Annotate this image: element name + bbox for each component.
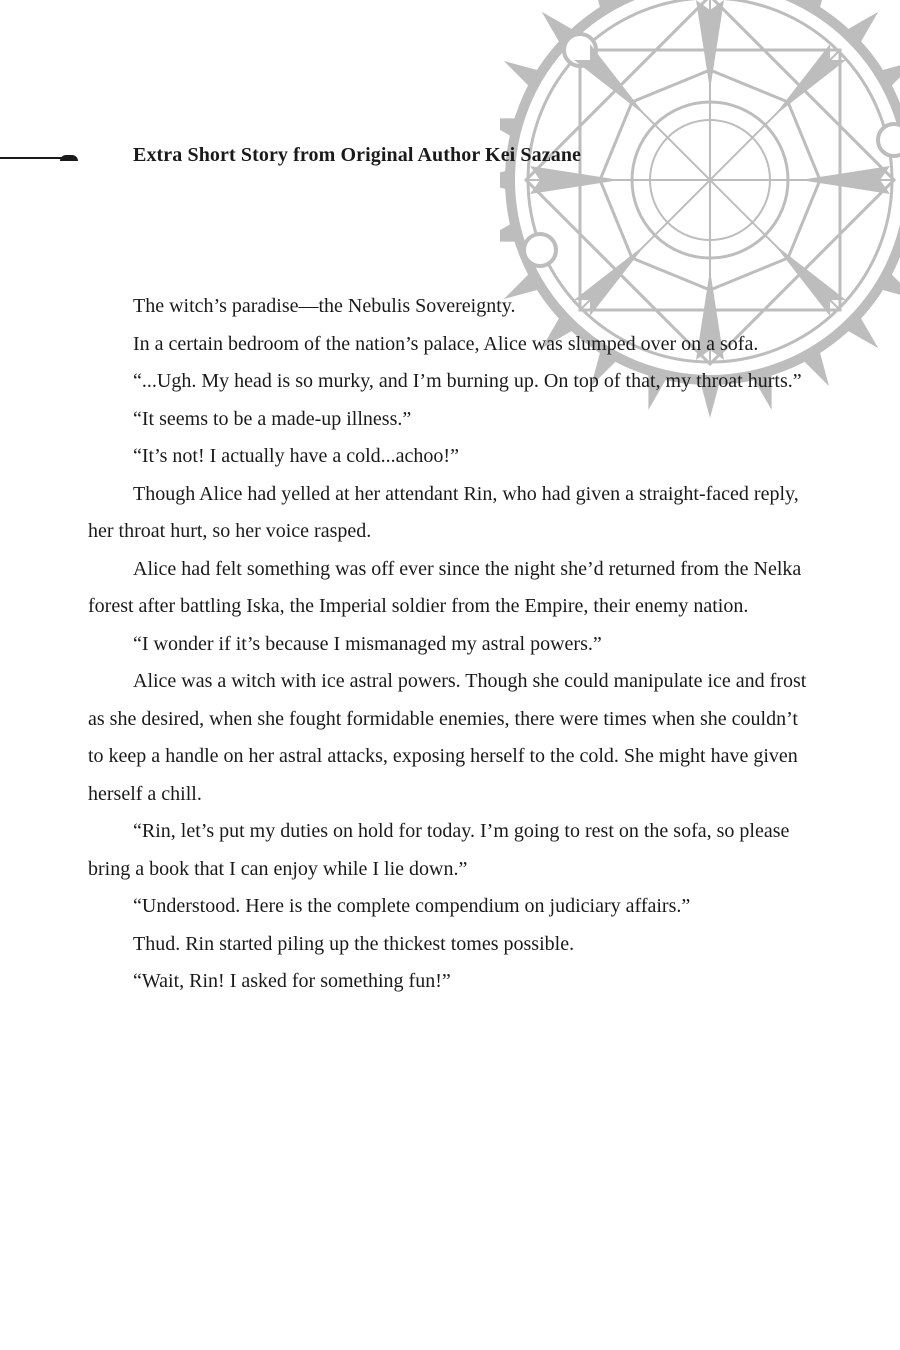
paragraph: “It seems to be a made-up illness.” bbox=[133, 407, 412, 430]
paragraph: The witch’s paradise—the Nebulis Sovereignty. bbox=[133, 295, 516, 317]
paragraph: Alice had felt something was off ever since the night she’d returned from the Nelka forest after battling Iska, the Imperial soldier from the Empire, their enemy nation. bbox=[88, 557, 802, 617]
story-body bbox=[88, 288, 816, 1001]
paragraph: Though Alice had yelled at her attendant Rin, who had given a straight-faced reply, her throat hurt, so her voice rasped. bbox=[88, 482, 799, 542]
paragraph: “...Ugh. My head is so murky, and I’m burning up. On top of that, my throat hurts.” bbox=[133, 370, 802, 392]
paragraph: Thud. Rin started piling up the thickest tomes possible. bbox=[133, 932, 575, 955]
paragraph: “Understood. Here is the complete compendium on judiciary affairs.” bbox=[133, 895, 691, 917]
paragraph: “It’s not! I actually have a cold...achoo!” bbox=[133, 445, 459, 467]
story-title: Extra Short Story from Original Author Kei Sazane bbox=[133, 144, 582, 166]
paragraph: “Rin, let’s put my duties on hold for today. I’m going to rest on the sofa, so please bring a book that I can enjoy while I lie down.” bbox=[88, 820, 790, 880]
paragraph: “Wait, Rin! I asked for something fun!” bbox=[133, 970, 451, 992]
header-rule-icon bbox=[0, 155, 80, 161]
paragraph: Alice was a witch with ice astral powers. Though she could manipulate ice and frost as she desired, when she fought formidable enemies, there were times when she couldn’t to keep a handle on her astral attacks, exposing herself to the cold. She might have given herself a chill. bbox=[88, 670, 807, 805]
paragraph: In a certain bedroom of the nation’s palace, Alice was slumped over on a sofa. bbox=[133, 332, 759, 355]
paragraph: “I wonder if it’s because I mismanaged my astral powers.” bbox=[133, 632, 602, 655]
